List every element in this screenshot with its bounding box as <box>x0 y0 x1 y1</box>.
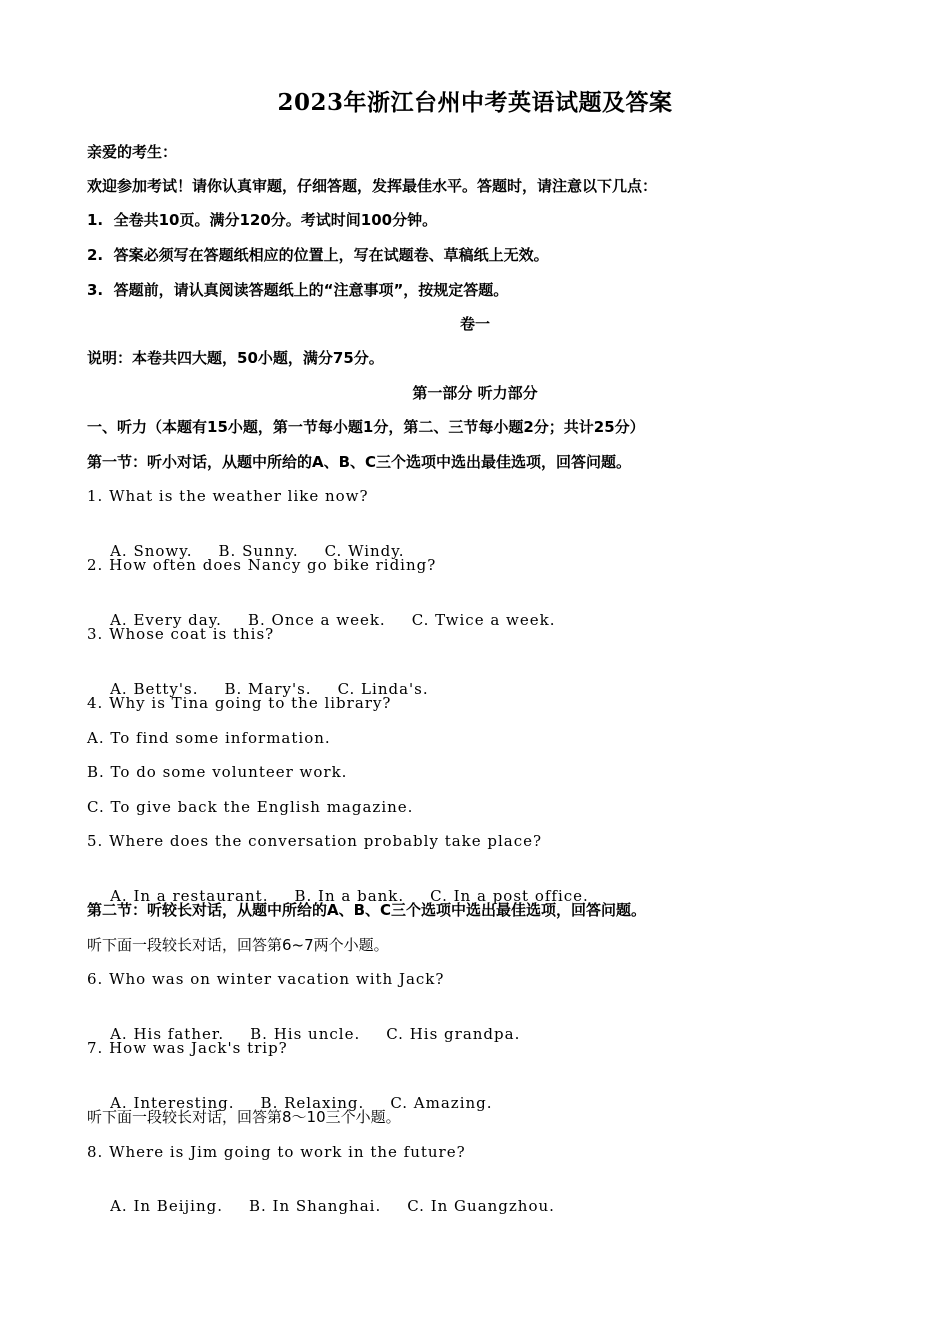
note-3: 3. 答题前，请认真阅读答题纸上的“注意事项”，按规定答题。 <box>87 281 509 299</box>
page-title: 2023年浙江台州中考英语试题及答案 <box>277 89 673 116</box>
question-7-stem: 7. How was Jack's trip? <box>87 1039 288 1057</box>
question-6-stem: 6. Who was on winter vacation with Jack? <box>87 970 445 988</box>
dialog-6-7-intro: 听下面一段较长对话，回答第6~7两个小题。 <box>87 936 389 954</box>
option-a: A. Every day. <box>110 611 222 629</box>
volume-label: 卷一 <box>459 315 490 333</box>
option-a: A. Interesting. <box>110 1094 235 1112</box>
sub-section-1-instruction: 第一节：听小对话，从题中所给的A、B、C三个选项中选出最佳选项，回答问题。 <box>87 453 632 471</box>
option-c: C. Twice a week. <box>411 611 556 629</box>
section-title: 一、听力（本题有15小题，第一节每小题1分，第二、三节每小题2分；共计25分） <box>87 418 645 436</box>
option-c: C. Linda's. <box>337 680 429 698</box>
part-heading: 第一部分 听力部分 <box>412 384 538 402</box>
question-4-option-b: B. To do some volunteer work. <box>87 763 348 781</box>
note-1: 1. 全卷共10页。满分120分。考试时间100分钟。 <box>87 211 438 229</box>
question-8-options <box>87 1176 555 1236</box>
option-a: A. His father. <box>110 1025 225 1043</box>
option-c: C. Windy. <box>324 542 405 560</box>
greeting: 亲爱的考生： <box>87 143 178 161</box>
option-a: A. Snowy. <box>110 542 193 560</box>
question-8-stem: 8. Where is Jim going to work in the future? <box>87 1143 466 1161</box>
option-a: A. Betty's. <box>110 680 199 698</box>
question-4-option-a: A. To find some information. <box>87 729 331 747</box>
option-a: A. In a restaurant. <box>110 887 269 905</box>
question-4-stem: 4. Why is Tina going to the library? <box>87 694 392 712</box>
option-b: B. His uncle. <box>250 1025 361 1043</box>
option-b: B. Sunny. <box>218 542 299 560</box>
question-3-stem: 3. Whose coat is this? <box>87 625 275 643</box>
question-5-stem: 5. Where does the conversation probably take place? <box>87 832 543 850</box>
option-a: A. In Beijing. <box>110 1197 223 1215</box>
option-b: B. Relaxing. <box>260 1094 365 1112</box>
dialog-8-10-intro: 听下面一段较长对话，回答第8～10三个小题。 <box>87 1108 401 1126</box>
sub-section-2-instruction: 第二节：听较长对话，从题中所给的A、B、C三个选项中选出最佳选项，回答问题。 <box>87 901 647 919</box>
option-c: C. In Guangzhou. <box>407 1197 555 1215</box>
volume-description: 说明：本卷共四大题，50小题，满分75分。 <box>87 349 384 367</box>
question-1-stem: 1. What is the weather like now? <box>87 487 369 505</box>
option-b: B. In a bank. <box>294 887 405 905</box>
option-b: B. Mary's. <box>224 680 312 698</box>
option-c: C. Amazing. <box>390 1094 493 1112</box>
option-c: C. His grandpa. <box>386 1025 521 1043</box>
option-b: B. Once a week. <box>247 611 386 629</box>
note-2: 2. 答案必须写在答题纸相应的位置上，写在试题卷、草稿纸上无效。 <box>87 246 549 264</box>
option-c: C. In a post office. <box>430 887 589 905</box>
question-4-option-c: C. To give back the English magazine. <box>87 798 414 816</box>
welcome-text: 欢迎参加考试！请你认真审题，仔细答题，发挥最佳水平。答题时，请注意以下几点： <box>87 177 658 195</box>
question-2-stem: 2. How often does Nancy go bike riding? <box>87 556 437 574</box>
option-b: B. In Shanghai. <box>248 1197 382 1215</box>
